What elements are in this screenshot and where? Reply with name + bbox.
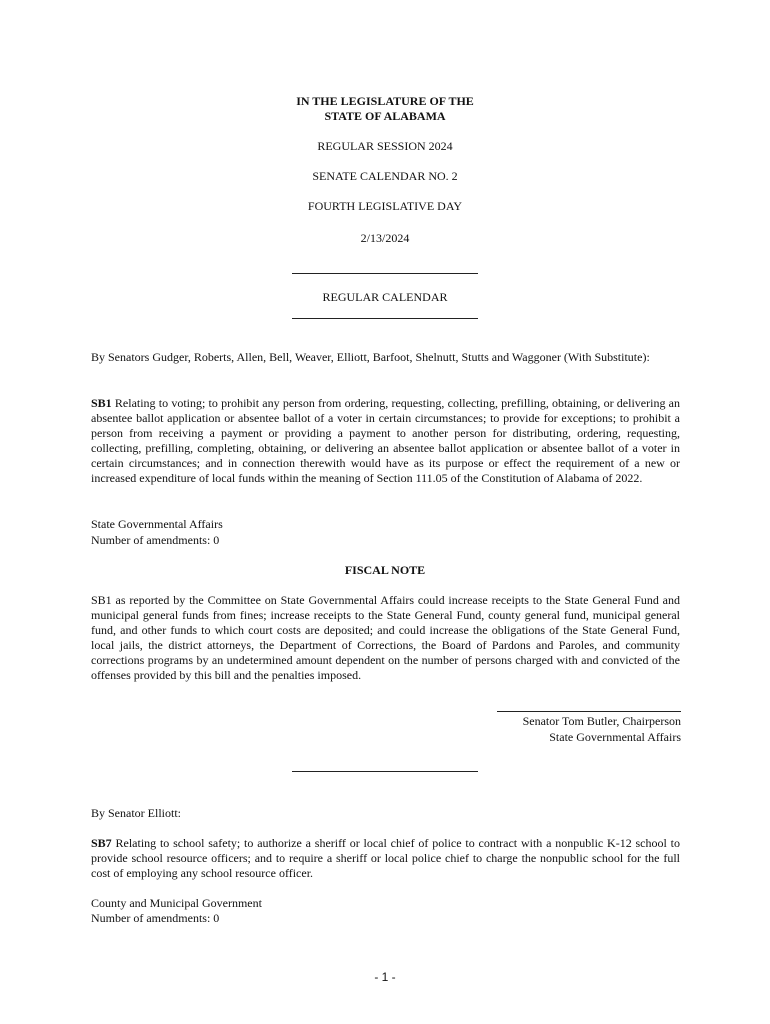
signature-line	[497, 711, 681, 712]
signatory-name: Senator Tom Butler, Chairperson	[522, 714, 681, 728]
fiscal-note-heading: FISCAL NOTE	[344, 563, 426, 577]
calendar-heading: REGULAR CALENDAR	[322, 290, 448, 304]
committee-name: County and Municipal Government	[91, 896, 262, 910]
divider-rule	[292, 771, 478, 772]
calendar-number: SENATE CALENDAR NO. 2	[312, 169, 458, 183]
bill-number: SB1	[91, 396, 112, 410]
bill-sponsors	[91, 350, 680, 365]
divider-rule	[292, 318, 478, 319]
header-line-2: STATE OF ALABAMA	[324, 109, 446, 123]
committee-name: State Governmental Affairs	[91, 517, 223, 531]
session-title: REGULAR SESSION 2024	[317, 139, 453, 153]
bill-description: Relating to voting; to prohibit any person from ordering, requesting, collecting, prefilling, obtaining, or delivering an absentee ballot application or absentee ballot of a voter in certain circumstances; to provide for exceptions; to prohibit a person from receiving a payment or providing a payment to another person for distributing, ordering, requesting, collecting, prefilling, completing, obtaining, or delivering an absentee ballot application or absentee ballot of a voter in certain circumstances; and in connection therewith would have as its purpose or effect the requirement of a new or increased expenditure of local funds within the meaning of Section 111.05 of the Constitution of Alabama of 2022.	[91, 396, 680, 485]
bill-entry	[91, 396, 680, 486]
legislative-day: FOURTH LEGISLATIVE DAY	[307, 199, 463, 213]
calendar-date: 2/13/2024	[360, 231, 410, 245]
fiscal-note	[91, 593, 680, 683]
signatory-committee: State Governmental Affairs	[549, 730, 681, 744]
sponsors-text: By Senator Elliott:	[91, 806, 181, 820]
amendment-count: Number of amendments: 0	[91, 911, 220, 925]
bill-number: SB7	[91, 836, 112, 850]
page-number: - 1 -	[374, 970, 396, 984]
sponsors-text: By Senators Gudger, Roberts, Allen, Bell, Weaver, Elliott, Barfoot, Shelnutt, Stutts and Waggoner (With Substitute):	[91, 350, 650, 364]
fiscal-note-text: SB1 as reported by the Committee on State Governmental Affairs could increase receipts to the State General Fund and municipal general funds from fines; increase receipts to the State General Fund, county general fund, municipal general fund, and other funds to which court costs are deposited; and could increase the obligations of the State General Fund, local jails, the district attorneys, the Department of Corrections, the Board of Pardons and Paroles, and community corrections programs by an undetermined amount dependent on the number of persons charged with and convicted of the offenses provided by this bill and the penalties imposed.	[91, 593, 680, 682]
bill-entry	[91, 836, 680, 881]
header-line-1: IN THE LEGISLATURE OF THE	[296, 94, 474, 108]
divider-rule	[292, 273, 478, 274]
bill-sponsors	[91, 806, 680, 821]
amendment-count: Number of amendments: 0	[91, 533, 220, 547]
bill-description: Relating to school safety; to authorize a sheriff or local chief of police to contract with a nonpublic K-12 school to provide school resource officers; and to require a sheriff or local police chief to charge the nonpublic school for the full cost of employing any school resource officer.	[91, 836, 680, 880]
